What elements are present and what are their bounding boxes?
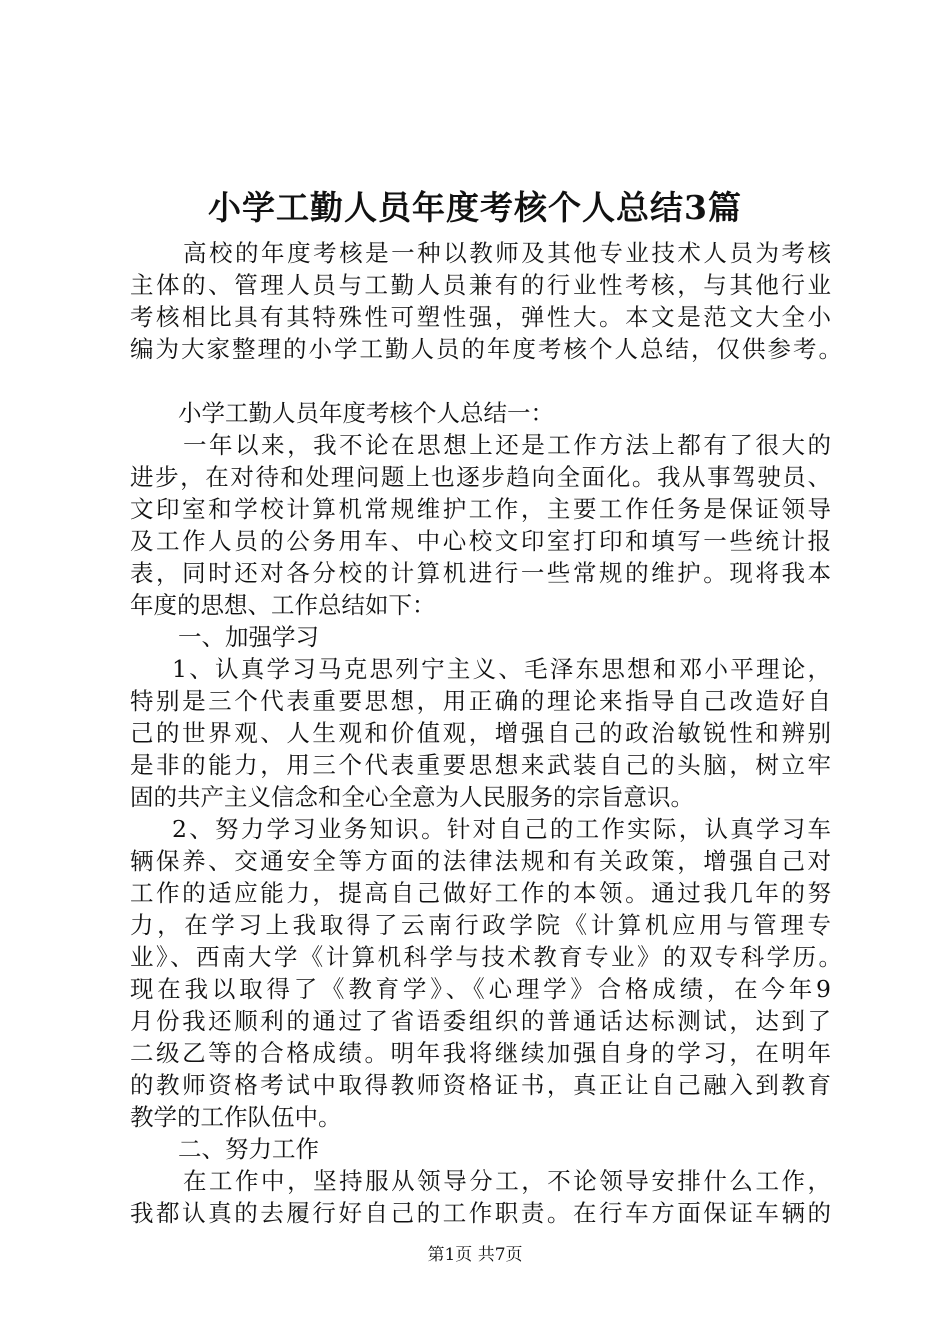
body-line: 是非的能力，用三个代表重要思想来武装自己的头脑，树立牢 — [130, 751, 831, 779]
body-line: 现在我以取得了《教育学》、《心理学》合格成绩，在今年9 — [130, 975, 831, 1003]
intro-line: 考核相比具有其特殊性可塑性强，弹性大。本文是范文大全小 — [130, 303, 831, 331]
body-line: 己的世界观、人生观和价值观，增强自己的政治敏锐性和辨别 — [130, 719, 831, 747]
body-line: 2、努力学习业务知识。针对自己的工作实际，认真学习车 — [172, 815, 831, 843]
body-line: 辆保养、交通安全等方面的法律法规和有关政策，增强自己对 — [130, 847, 831, 875]
body-line: 在工作中，坚持服从领导分工，不论领导安排什么工作， — [183, 1167, 831, 1195]
body-line: 教学的工作队伍中。 — [130, 1103, 342, 1131]
body-line: 进步，在对待和处理问题上也逐步趋向全面化。我从事驾驶员、 — [130, 463, 831, 491]
subsection-heading: 二、努力工作 — [178, 1135, 319, 1163]
body-line: 特别是三个代表重要思想，用正确的理论来指导自己改造好自 — [130, 687, 831, 715]
body-line: 二级乙等的合格成绩。明年我将继续加强自身的学习，在明年 — [130, 1039, 831, 1067]
intro-line: 主体的、管理人员与工勤人员兼有的行业性考核，与其他行业 — [130, 271, 831, 299]
body-line: 表，同时还对各分校的计算机进行一些常规的维护。现将我本 — [130, 559, 831, 587]
body-line: 工作的适应能力，提高自己做好工作的本领。通过我几年的努 — [130, 879, 831, 907]
body-line: 力，在学习上我取得了云南行政学院《计算机应用与管理专 — [130, 911, 831, 939]
page-footer: 第1页 共7页 — [427, 1245, 523, 1265]
document-title: 小学工勤人员年度考核个人总结3篇 — [208, 188, 742, 227]
body-line: 1、认真学习马克思列宁主义、毛泽东思想和邓小平理论， — [172, 655, 831, 683]
body-line: 的教师资格考试中取得教师资格证书，真正让自己融入到教育 — [130, 1071, 831, 1099]
body-line: 我都认真的去履行好自己的工作职责。在行车方面保证车辆的 — [130, 1199, 831, 1227]
body-line: 文印室和学校计算机常规维护工作，主要工作任务是保证领导 — [130, 495, 831, 523]
intro-line: 编为大家整理的小学工勤人员的年度考核个人总结，仅供参考。 — [130, 335, 842, 363]
body-line: 年度的思想、工作总结如下： — [130, 591, 436, 619]
body-line: 固的共产主义信念和全心全意为人民服务的宗旨意识。 — [130, 783, 694, 811]
body-line: 业》、西南大学《计算机科学与技术教育专业》的双专科学历。 — [130, 943, 842, 971]
intro-line: 高校的年度考核是一种以教师及其他专业技术人员为考核 — [183, 239, 831, 267]
section-heading: 小学工勤人员年度考核个人总结一： — [178, 399, 554, 427]
body-line: 一年以来，我不论在思想上还是工作方法上都有了很大的 — [183, 431, 831, 459]
body-line: 及工作人员的公务用车、中心校文印室打印和填写一些统计报 — [130, 527, 831, 555]
subsection-heading: 一、加强学习 — [178, 623, 319, 651]
body-line: 月份我还顺利的通过了省语委组织的普通话达标测试，达到了 — [130, 1007, 831, 1035]
